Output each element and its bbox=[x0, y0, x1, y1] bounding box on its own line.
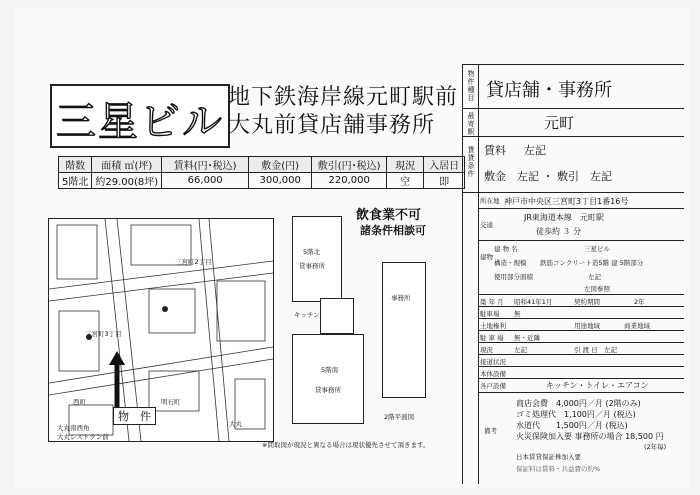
row-divider-6 bbox=[478, 330, 684, 331]
map-property-marker: 物 件 bbox=[113, 407, 156, 425]
kitchen-label: キッチン bbox=[294, 311, 320, 319]
detail-label-divider bbox=[478, 192, 479, 484]
floor-5-south-label: 5階南 bbox=[321, 366, 339, 374]
value-move-in: 即 bbox=[424, 173, 465, 189]
building-label: 建物 bbox=[480, 253, 493, 261]
parking-label: 駐 車 場 bbox=[480, 334, 504, 342]
built-value: 昭和41年1月 bbox=[514, 298, 553, 306]
spec-table bbox=[58, 156, 465, 189]
note-line6: 日本賃貸保証株加入要 bbox=[516, 453, 581, 461]
address-label: 所在地 bbox=[480, 197, 500, 205]
note-line7: 保証料は賃料・共益費の約% bbox=[516, 465, 601, 473]
value-floor: 5階北 bbox=[59, 173, 92, 189]
floor-5-north-label: 5階北 bbox=[303, 248, 321, 256]
spec-value-row bbox=[59, 173, 465, 189]
map-label-daimaru: 大丸 bbox=[229, 420, 242, 428]
disclaimer: ※間取図が現況と異なる場合は現状優先させて頂きます。 bbox=[262, 441, 430, 449]
label-property-type: 物件種目 bbox=[467, 70, 475, 102]
value-key-money: 220,000 bbox=[312, 173, 387, 189]
map-label-akashi: 明石町 bbox=[161, 398, 181, 406]
divider-station bbox=[462, 136, 684, 137]
notes-label: 備考 bbox=[484, 427, 497, 435]
divider-type bbox=[462, 108, 684, 109]
address-value: 神戸市中央区三宮町3丁目1番16号 bbox=[504, 197, 629, 206]
label-station: 最寄駅 bbox=[467, 112, 475, 136]
map-label-bottom: 大丸南西角 大丸レストラン前 bbox=[57, 424, 109, 441]
row-divider-8 bbox=[478, 354, 684, 355]
location-map bbox=[48, 218, 274, 442]
building-name-value: 三星ビル bbox=[584, 245, 610, 253]
zoning-label: 用途地域 bbox=[574, 322, 600, 330]
floor-5-south bbox=[292, 334, 364, 424]
contract-value: 2年 bbox=[634, 298, 645, 306]
zoning-value: 商業地域 bbox=[624, 322, 650, 330]
current-value: 左記 bbox=[514, 346, 527, 354]
header-rent: 賃料(円･税込) bbox=[162, 157, 249, 173]
row-divider-4 bbox=[478, 306, 684, 307]
parking-type-label: 駐車場 bbox=[480, 310, 500, 318]
headline-line1: 地下鉄海岸線元町駅前 bbox=[228, 85, 459, 110]
rent-label: 賃料 bbox=[484, 144, 506, 157]
label-terms: 賃貸条件 bbox=[467, 146, 475, 178]
floor-5-north bbox=[292, 216, 342, 302]
row-divider-5 bbox=[478, 318, 684, 319]
right-top-border bbox=[462, 64, 684, 65]
value-area: 約29.00(8坪) bbox=[92, 173, 162, 189]
building-name-label: 建 物 名 bbox=[494, 245, 518, 253]
land-right-label: 土地権利 bbox=[480, 322, 506, 330]
usage-label: 使用部分面積 bbox=[494, 273, 533, 281]
floor-2-caption: 2階平面図 bbox=[384, 413, 415, 421]
row-divider-11 bbox=[478, 392, 684, 393]
headline-line2: 大丸前貸店舗事務所 bbox=[228, 113, 436, 138]
note-line2: ゴミ処理代 1,100円／月 (税込) bbox=[516, 410, 636, 419]
row-divider-1 bbox=[478, 208, 684, 209]
header-area: 面積 ㎡(坪) bbox=[92, 157, 162, 173]
right-panel-border bbox=[462, 64, 463, 484]
deposit-line: 敷金 左記 ・ 敷引 左記 bbox=[484, 170, 612, 183]
row-divider-7 bbox=[478, 342, 684, 343]
note-line4: 火災保険加入要 事務所の場合 18,500 円 bbox=[516, 432, 664, 441]
value-deposit: 300,000 bbox=[249, 173, 312, 189]
note-line1: 商店会費 4,000円／月 (2階のみ) bbox=[516, 399, 641, 408]
station-name: 元町 bbox=[544, 114, 575, 132]
map-label-block3: 三宮町3丁目 bbox=[85, 330, 122, 338]
rent-value: 左記 bbox=[524, 144, 546, 157]
row-divider-2 bbox=[478, 240, 684, 241]
map-label-west: 西町 bbox=[73, 398, 86, 406]
floor-plan-ref: 左図参照 bbox=[584, 285, 610, 293]
handover-value: 左記 bbox=[604, 346, 617, 354]
parking-value: 無・近隣 bbox=[514, 334, 540, 342]
facilities-label: 各戸設備 bbox=[480, 382, 506, 390]
header-status: 現況 bbox=[387, 157, 424, 173]
transport-label: 交通 bbox=[480, 221, 493, 229]
note-line5: (2年毎) bbox=[644, 443, 667, 451]
value-status: 空 bbox=[387, 173, 424, 189]
building-logo-box bbox=[50, 84, 230, 148]
current-label: 現況 bbox=[480, 346, 493, 354]
floor-5-south-office: 貸事務所 bbox=[315, 386, 341, 394]
parking-type-value: 無 bbox=[514, 310, 521, 318]
floor-2-office: 事務所 bbox=[391, 294, 411, 302]
header-floor: 階数 bbox=[59, 157, 92, 173]
row-divider-9 bbox=[478, 366, 684, 367]
other-label: 本体設備 bbox=[480, 370, 506, 378]
row-divider-10 bbox=[478, 378, 684, 379]
stairwell bbox=[320, 298, 354, 334]
built-label: 築 年 月 bbox=[480, 298, 504, 306]
facilities-value: キッチン・トイレ・エアコン bbox=[546, 381, 649, 390]
document-sheet bbox=[14, 8, 690, 488]
usage-value: 左記 bbox=[588, 273, 601, 281]
contract-label: 契約期間 bbox=[574, 298, 600, 306]
header-key-money: 敷引(円･税込) bbox=[312, 157, 387, 173]
property-type: 貸店舗・事務所 bbox=[486, 80, 612, 101]
structure-value: 鉄筋コンクリート造5階 建 5階部分 bbox=[540, 259, 644, 267]
structure-label: 構造・規模 bbox=[494, 259, 527, 267]
transport-line2: 徒歩約 ３ 分 bbox=[536, 227, 582, 236]
header-deposit: 敷金(円) bbox=[249, 157, 312, 173]
floor-2-plan bbox=[382, 262, 426, 398]
spec-header-row bbox=[59, 157, 465, 173]
right-label-divider bbox=[478, 64, 479, 192]
negotiable-notice: 諸条件相談可 bbox=[360, 224, 426, 237]
value-rent: 66,000 bbox=[162, 173, 249, 189]
building-logo: 三星ビル bbox=[56, 99, 224, 145]
transport-line1: JR東海道本線 元町駅 bbox=[524, 213, 604, 222]
divider-terms bbox=[462, 192, 684, 193]
map-drawing bbox=[49, 219, 273, 441]
handover-label: 引 渡 日 bbox=[574, 346, 598, 354]
map-label-block2: 三宮町2丁目 bbox=[175, 258, 212, 266]
header-move-in: 入居日 bbox=[424, 157, 465, 173]
row-divider-3 bbox=[478, 294, 684, 295]
note-line3: 水道代 1,500円／月 (税込) bbox=[516, 421, 628, 430]
floor-5-north-office: 貸事務所 bbox=[299, 262, 325, 270]
road-label: 接道状況 bbox=[480, 358, 506, 366]
no-food-notice: 飲食業不可 bbox=[356, 208, 422, 223]
